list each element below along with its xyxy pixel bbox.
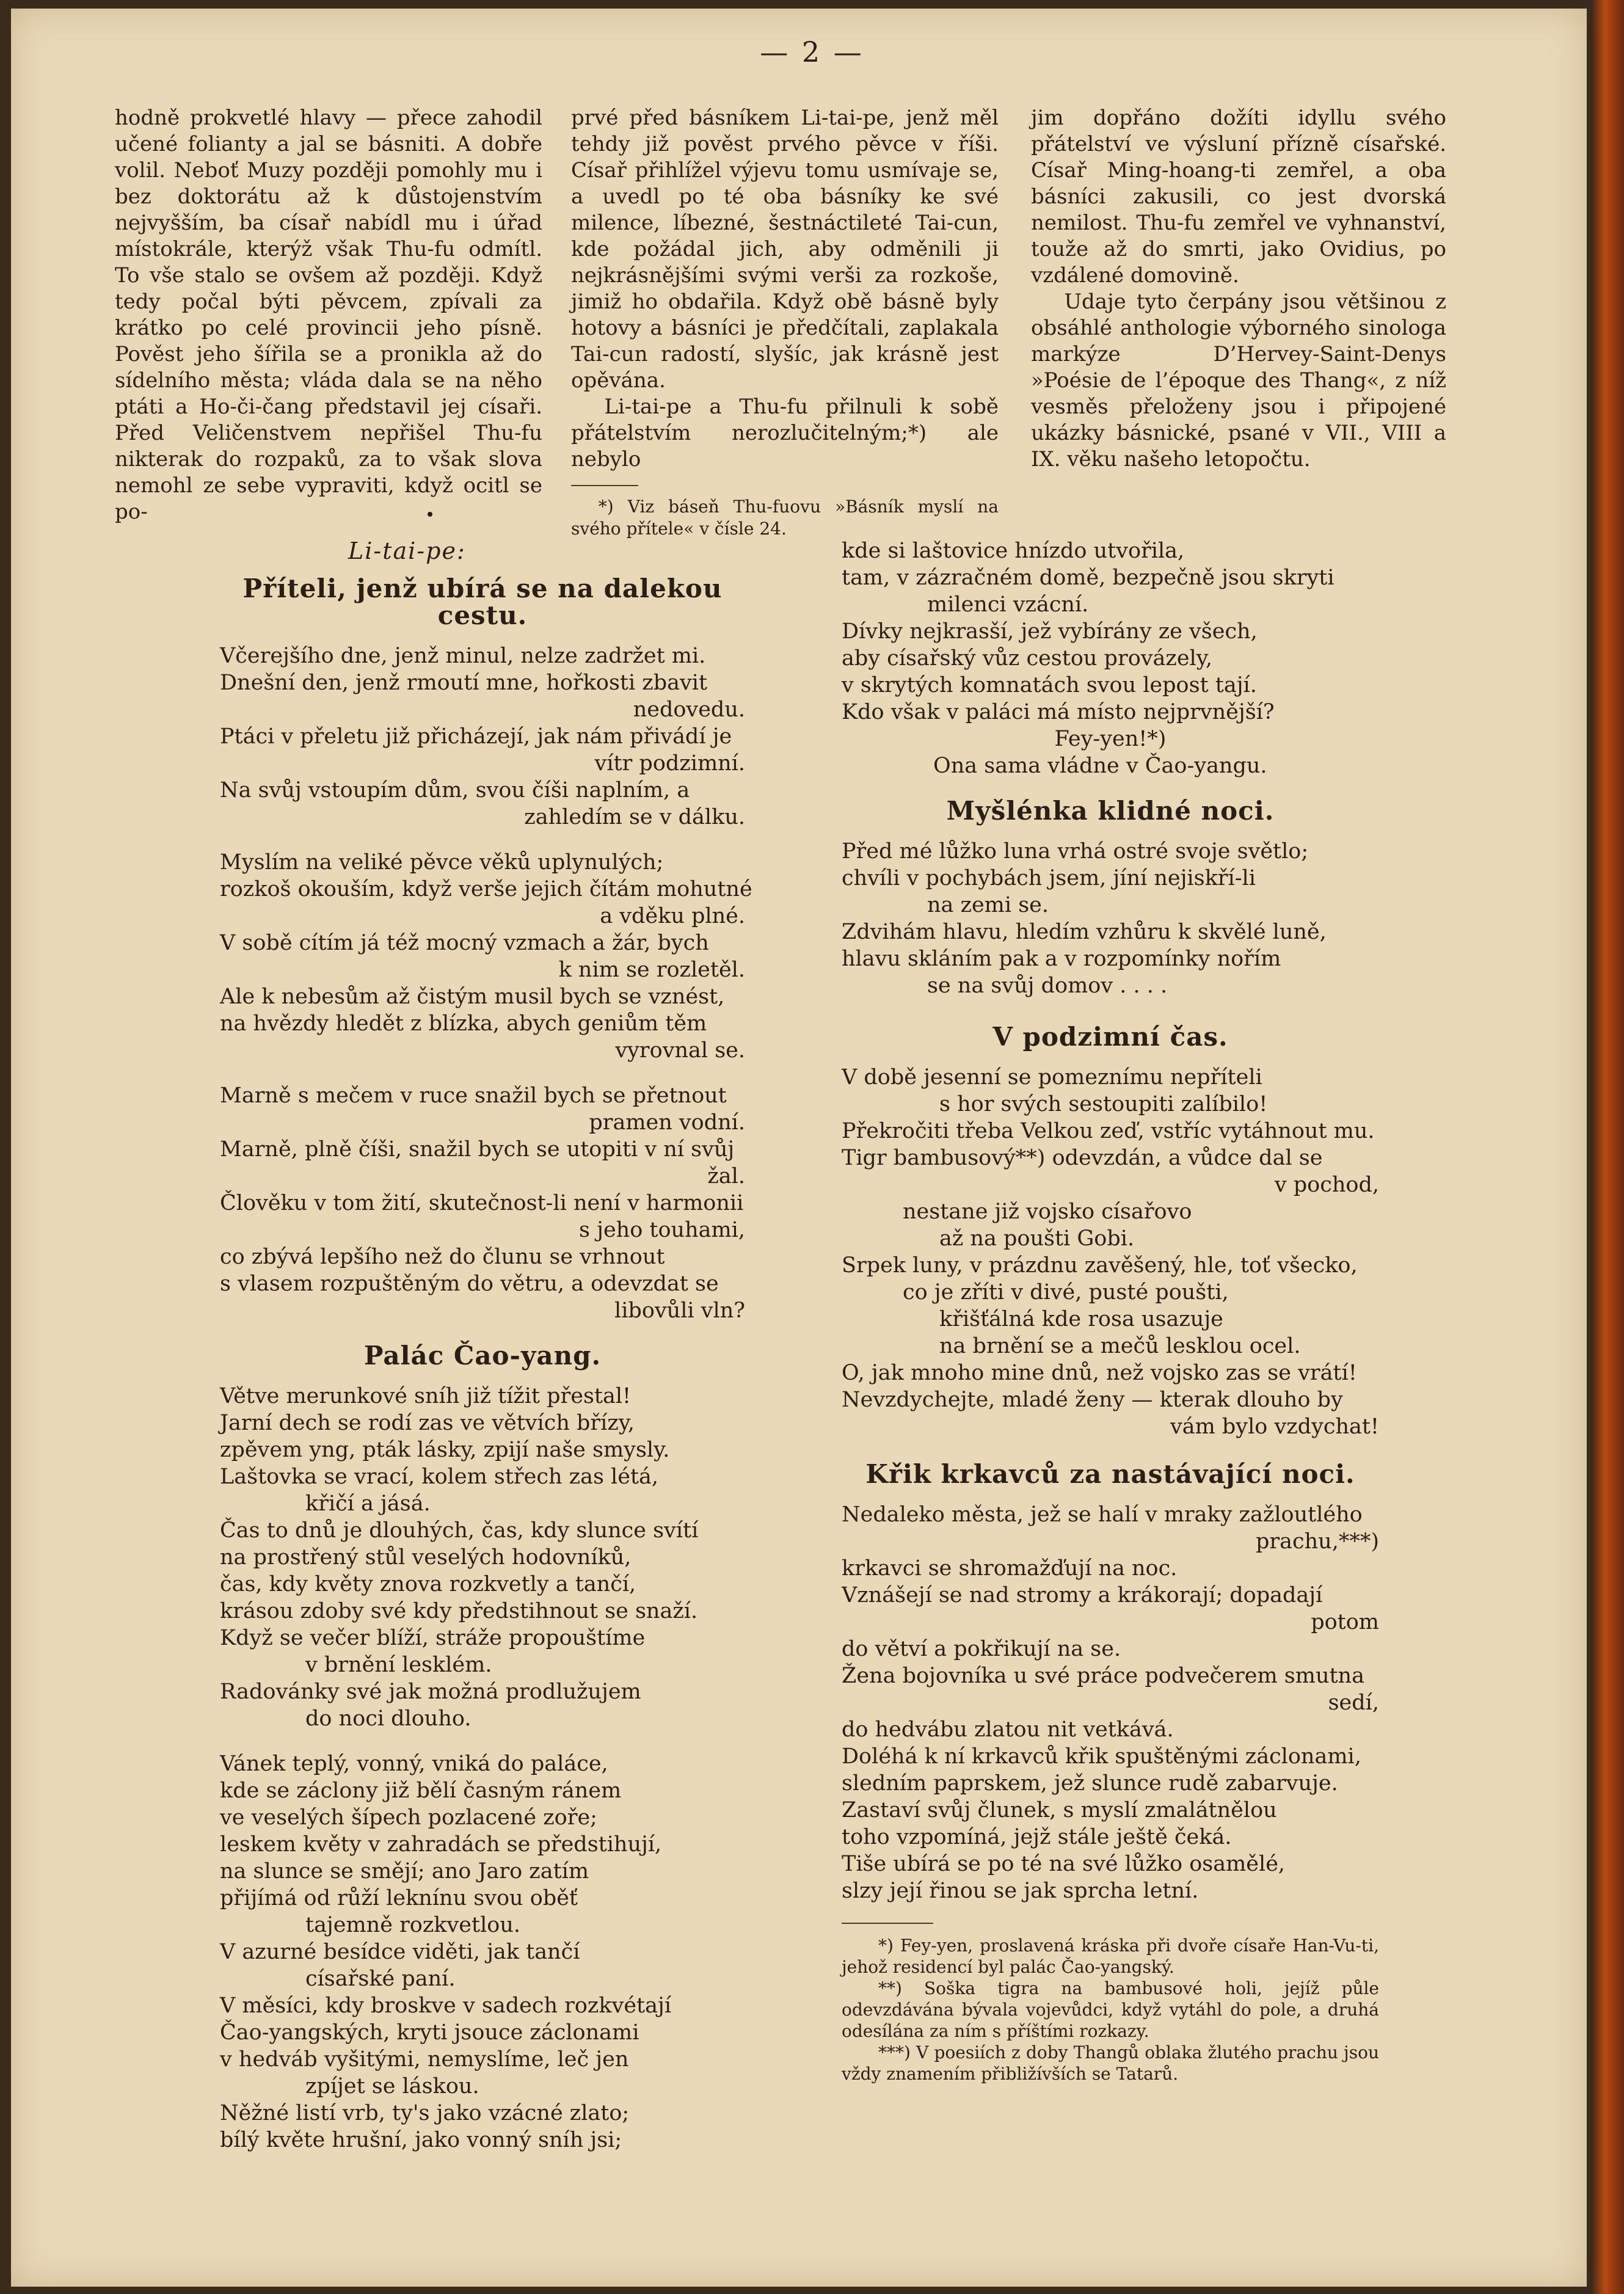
footnote: *) Viz báseň Thu-fuovu »Básník myslí na svého přítele« v čísle 24. xyxy=(571,497,999,539)
verse-line: Myslím na veliké pěvce věků uplynulých; xyxy=(220,850,664,875)
page-number: — 2 — xyxy=(760,35,864,68)
verse-line: leskem květy v zahradách se předstihují, xyxy=(220,1832,662,1857)
verse-line: Srpek luny, v prázdnu zavěšený, hle, toť všecko, xyxy=(842,1253,1358,1278)
verse-line: Tiše ubírá se po té na své lůžko osamělé, xyxy=(842,1852,1286,1876)
verse-line: O, jak mnoho mine dnů, než vojsko zas se vrátí! xyxy=(842,1361,1357,1385)
verse-line: Tigr bambusový**) odevzdán, a vůdce dal se xyxy=(842,1146,1323,1170)
poem-title: Myšlénka klidné noci. xyxy=(946,796,1275,826)
verse-line: a vděku plné. xyxy=(600,904,745,928)
verse-line: Ale k nebesům až čistým musil bych se vznést, xyxy=(220,985,725,1009)
verse-line: sedí, xyxy=(1328,1691,1379,1715)
verse-line: ve veselých šípech pozlacené zoře; xyxy=(220,1805,597,1830)
verse-line: Žena bojovníka u své práce podvečerem smutna xyxy=(842,1664,1364,1688)
verse-line: Radovánky své jak možná prodlužujem xyxy=(220,1680,641,1704)
poem-title: Palác Čao-yang. xyxy=(363,1341,602,1371)
poet-name: Li-tai-pe: xyxy=(348,537,466,564)
verse-line: v hedváb vyšitými, nemyslíme, leč jen xyxy=(220,2047,629,2072)
verse-line: milenci vzácní. xyxy=(927,592,1089,617)
verse-line: žal. xyxy=(707,1164,745,1189)
verse-line: prachu,***) xyxy=(1256,1529,1379,1554)
verse-line: v skrytých komnatách svou lepost tají. xyxy=(842,673,1257,697)
verse-line: Něžné listí vrb, ty's jako vzácné zlato; xyxy=(220,2101,630,2125)
poem-title: V podzimní čas. xyxy=(992,1022,1228,1052)
verse-line: na hvězdy hledět z blízka, abych geniům těm xyxy=(220,1011,707,1036)
verse-line: Dívky nejkrasší, jež vybírány ze všech, xyxy=(842,619,1258,644)
verse-line: císařské paní. xyxy=(305,1967,456,1991)
verse-line: co je zříti v divé, pusté poušti, xyxy=(903,1280,1229,1305)
verse-line: na zemi se. xyxy=(927,893,1049,917)
footnote: ***) V poesiích z doby Thangů oblaka žlutého prachu jsou vždy znamením přibližívších se Tatarů. xyxy=(842,2042,1379,2084)
poems-right-column xyxy=(842,537,1379,2085)
prose-column-1 xyxy=(115,105,542,525)
prose-paragraph: jim dopřáno dožíti idyllu svého přátelství ve výsluní přízně císařské. Císař Ming-hoang-ti zemřel, a oba básníci zakusili, co jest dvorská nemilost. Thu-fu zemřel ve vyhnanství, touže až do smrti, jako Ovidius, po vzdálené domovině. xyxy=(1031,106,1446,288)
verse-line: hlavu skláním pak a v rozpomínky nořím xyxy=(842,947,1281,971)
verse-line: slzy její řinou se jak sprcha letní. xyxy=(842,1879,1199,1903)
verse-line: Kdo však v paláci má místo nejprvnější? xyxy=(842,700,1275,724)
verse-line: na prostřený stůl veselých hodovníků, xyxy=(220,1545,632,1570)
verse-line: do hedvábu zlatou nit vetkává. xyxy=(842,1717,1174,1742)
verse-line: Vánek teplý, vonný, vniká do paláce, xyxy=(220,1752,608,1776)
verse-line: k nim se rozletěl. xyxy=(558,958,745,982)
stanza xyxy=(220,643,745,831)
verse-line: co zbývá lepšího než do člunu se vrhnout xyxy=(220,1245,665,1269)
verse-line: Fey-yen!*) xyxy=(1054,727,1167,751)
verse-line: toho vzpomíná, jejž stále ještě čeká. xyxy=(842,1825,1232,1849)
verse-line: tam, v zázračném domě, bezpečně jsou skryti xyxy=(842,566,1335,590)
stanza xyxy=(842,1501,1379,1904)
verse-line: aby císařský vůz cestou provázely, xyxy=(842,646,1212,671)
verse-line: nestane již vojsko císařovo xyxy=(903,1200,1192,1224)
verse-line: kde si laštovice hnízdo utvořila, xyxy=(842,539,1185,563)
stanza xyxy=(842,1064,1379,1440)
binding-edge xyxy=(1592,0,1624,2294)
verse-line: libovůli vln? xyxy=(614,1298,745,1323)
verse-line: sledním paprskem, jež slunce rudě zabarvuje. xyxy=(842,1771,1338,1796)
verse-line: Vznášejí se nad stromy a krákorají; dopadají xyxy=(842,1583,1323,1608)
verse-line: V době jesenní se pomeznímu nepříteli xyxy=(842,1065,1262,1090)
verse-line: tajemně rozkvetlou. xyxy=(305,1913,520,1937)
verse-line: bílý květe hrušní, jako vonný sníh jsi; xyxy=(220,2128,622,2152)
verse-line: nedovedu. xyxy=(633,697,745,722)
prose-column-2 xyxy=(571,105,999,540)
verse-line: Marně s mečem v ruce snažil bych se přetnout xyxy=(220,1083,727,1108)
stanza xyxy=(220,1750,745,2154)
verse-line: křišťálná kde rosa usazuje xyxy=(939,1307,1223,1331)
stanza xyxy=(842,537,1379,779)
footnotes xyxy=(842,1935,1379,2085)
verse-line: Zastaví svůj člunek, s myslí zmalátnělou xyxy=(842,1798,1277,1822)
verse-line: na slunce se smějí; ano Jaro zatím xyxy=(220,1859,589,1884)
stanza xyxy=(220,849,752,1064)
verse-line: V sobě cítím já též mocný vzmach a žár, bych xyxy=(220,931,709,955)
verse-line: Překročiti třeba Velkou zeď, vstříc vytáhnout mu. xyxy=(842,1119,1375,1143)
prose-paragraph: Udaje tyto čerpány jsou většinou z obsáhlé anthologie výborného sinologa markýze D’Hervey-Saint-Denys »Poésie de l’époque des Thang«, z níž vesměs přeloženy jsou i připojené ukázky básnické, psané v VII., VIII a IX. věku našeho letopočtu. xyxy=(1031,289,1446,472)
verse-line: potom xyxy=(1311,1610,1379,1634)
verse-line: Ona sama vládne v Čao-yangu. xyxy=(933,754,1267,778)
stanza xyxy=(220,1383,745,1732)
verse-line: Když se večer blíží, stráže propouštíme xyxy=(220,1626,646,1650)
verse-line: se na svůj domov . . . . xyxy=(927,974,1168,998)
verse-line: do větví a pokřikují na se. xyxy=(842,1637,1121,1661)
verse-line: Dnešní den, jenž rmoutí mne, hořkosti zbavit xyxy=(220,671,708,695)
prose-column-3 xyxy=(1031,105,1446,473)
verse-line: Jarní dech se rodí zas ve větvích břízy, xyxy=(220,1411,635,1435)
verse-line: vám bylo vzdychat! xyxy=(1170,1415,1379,1439)
stanza xyxy=(220,1082,745,1324)
verse-line: rozkoš okouším, když verše jejich čítám mohutné xyxy=(220,877,752,901)
footnote: **) Soška tigra na bambusové holi, jejíž půle odevzdávána bývala vojevůdci, když vytáhl do pole, a druhá odesílána za ním s příštími rozkazy. xyxy=(842,1978,1379,2041)
verse-line: Ptáci v přeletu již přicházejí, jak nám přivádí je xyxy=(220,724,732,749)
verse-line: Člověku v tom žití, skutečnost-li není v harmonii xyxy=(220,1191,744,1215)
verse-line: Zdvihám hlavu, hledím vzhůru k skvělé luně, xyxy=(842,920,1327,944)
footnote-rule xyxy=(842,1923,933,1924)
verse-line: krásou zdoby své kdy předstihnout se snaží. xyxy=(220,1599,698,1623)
verse-line: Čao-yangských, kryti jsouce záclonami xyxy=(220,2020,639,2045)
verse-line: Včerejšího dne, jenž minul, nelze zadržet mi. xyxy=(220,644,706,668)
verse-line: zahledím se v dálku. xyxy=(524,805,745,829)
verse-line: na brnění se a mečů lesklou ocel. xyxy=(939,1334,1301,1358)
stanza xyxy=(842,838,1379,999)
prose-paragraph: prvé před básníkem Li-tai-pe, jenž měl tehdy již pověst prvého pěvce v říši. Císař přihlížel výjevu tomu usmívaje se, a uvedl po té oba básníky ke své milence, líbezné, šestnáctileté Tai-cun, kde požádal jich, aby odměnili ji nejkrásnějšími svými verši za rozkoše, jimiž ho obdařila. Když obě básně byly hotovy a básníci je předčítali, zaplakala Tai-cun radostí, slyšíc, jak krásně jest opěvána. xyxy=(571,106,999,393)
verse-line: pramen vodní. xyxy=(589,1110,745,1135)
verse-line: zpěvem yng, pták lásky, zpijí naše smysly. xyxy=(220,1438,670,1462)
verse-line: Doléhá k ní krkavců křik spuštěnými záclonami, xyxy=(842,1744,1361,1769)
verse-line: kde se záclony již bělí časným ránem xyxy=(220,1779,622,1803)
verse-line: zpíjet se láskou. xyxy=(305,2074,479,2099)
verse-line: vyrovnal se. xyxy=(615,1038,745,1063)
verse-line: s jeho touhami, xyxy=(579,1218,745,1242)
verse-line: Čas to dnů je dlouhých, čas, kdy slunce svítí xyxy=(220,1518,699,1543)
verse-line: přijímá od růží leknínu svou oběť xyxy=(220,1886,578,1910)
verse-line: Před mé lůžko luna vrhá ostré svoje světlo; xyxy=(842,839,1309,864)
poem-title: Křik krkavců za nastávající noci. xyxy=(865,1459,1355,1489)
verse-line: Nedaleko města, jež se halí v mraky zažloutlého xyxy=(842,1502,1363,1527)
verse-line: krkavci se shromažďují na noc. xyxy=(842,1556,1178,1581)
verse-line: s hor svých sestoupiti zalíbilo! xyxy=(939,1092,1268,1116)
verse-line: Na svůj vstoupím dům, svou číši naplním, a xyxy=(220,778,690,803)
verse-line: chvíli v pochybách jsem, jíní nejiskří-li xyxy=(842,866,1256,890)
footnote: *) Fey-yen, proslavená kráska při dvoře císaře Han-Vu-ti, jehož residencí byl palác Čao-yangský. xyxy=(842,1935,1379,1977)
verse-line: V měsíci, kdy broskve v sadech rozkvétají xyxy=(220,1994,672,2018)
prose-paragraph: hodně prokvetlé hlavy — přece zahodil učené folianty a jal se básniti. A dobře volil. Neboť Muzy později pomohly mu i bez doktorátu až k důstojenstvím nejvyšším, ba císař nabídl mu i úřad místokrále, kterýž však Thu-fu odmítl. To vše stalo se ovšem až později. Když tedy počal býti pěvcem, zpívali za krátko po celé provincii jeho písně. Pověst jeho šířila se a pronikla až do sídelního města; vláda dala se na něho ptáti a Ho-či-čang představil jej císaři. Před Veličenstvem nepřišel Thu-fu nikterak do rozpaků, za to však slova nemohl ze sebe vypraviti, když ocitl se po- xyxy=(115,106,542,524)
ornament-dot xyxy=(428,512,432,517)
poems-left-column xyxy=(220,537,752,2172)
verse-line: Laštovka se vrací, kolem střech zas létá, xyxy=(220,1465,658,1489)
verse-line: až na poušti Gobi. xyxy=(939,1226,1135,1251)
verse-line: v pochod, xyxy=(1274,1173,1379,1197)
verse-line: V azurné besídce viděti, jak tančí xyxy=(220,1940,580,1964)
verse-line: v brnění lesklém. xyxy=(305,1653,492,1677)
verse-line: vítr podzimní. xyxy=(594,751,745,776)
footnote-rule xyxy=(571,485,638,486)
verse-line: Nevzdychejte, mladé ženy — kterak dlouho by xyxy=(842,1388,1343,1412)
prose-paragraph: Li-tai-pe a Thu-fu přilnuli k sobě přátelstvím nerozlučitelným;*) ale nebylo xyxy=(571,395,999,472)
verse-line: Marně, plně číši, snažil bych se utopiti v ní svůj xyxy=(220,1137,735,1162)
verse-line: čas, kdy květy znova rozkvetly a tančí, xyxy=(220,1572,636,1597)
poem-title: Příteli, jenž ubírá se na dalekou cestu. xyxy=(242,574,723,630)
verse-line: Větve merunkové sníh již tížit přestal! xyxy=(220,1384,632,1408)
verse-line: křičí a jásá. xyxy=(305,1491,431,1516)
verse-line: s vlasem rozpuštěným do větru, a odevzdat se xyxy=(220,1272,719,1296)
verse-line: do noci dlouho. xyxy=(305,1706,472,1731)
